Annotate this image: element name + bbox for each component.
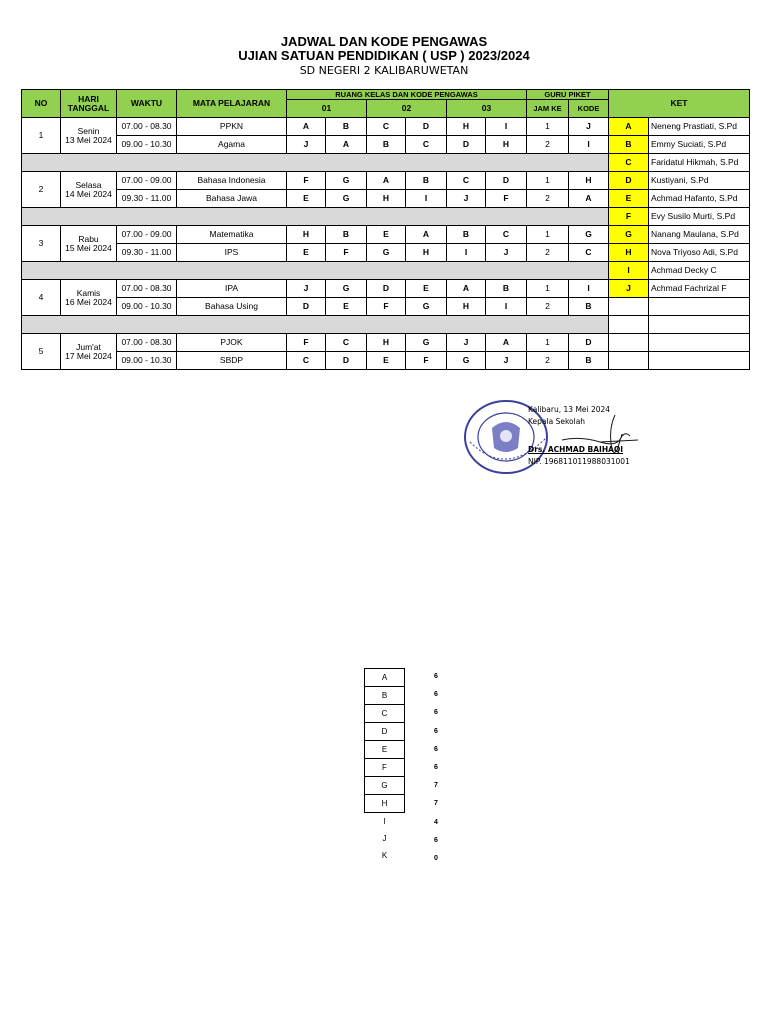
day-hari-tanggal [61,226,117,262]
room-code: D [447,136,486,154]
session-waktu: 09.30 - 11.00 [117,244,177,262]
signature-block [528,404,630,468]
header-room-02: 02 [367,100,447,118]
tally-code: B [365,687,405,705]
day-hari: Selasa [75,179,102,190]
header-jam-ke: JAM KE [527,100,569,118]
ket-code: E [609,190,649,208]
ket-empty [649,352,750,370]
separator-fill [22,262,609,280]
room-code: G [326,190,367,208]
tally-code: D [365,723,405,741]
room-code: H [447,118,486,136]
room-code: I [447,244,486,262]
room-code: A [447,280,486,298]
tally-counts [434,668,438,868]
day-tanggal: 14 Mei 2024 [65,188,112,199]
jam-ke: 2 [527,298,569,316]
ket-code: B [609,136,649,154]
room-code: F [326,244,367,262]
table-row [22,334,750,352]
ket-name: Neneng Prastiati, S.Pd [649,118,750,136]
day-no: 5 [22,334,61,370]
session-mapel: Agama [177,136,287,154]
jam-ke: 1 [527,226,569,244]
ket-name: Nanang Maulana, S.Pd [649,226,750,244]
signature-place-date: Kalibaru, 13 Mei 2024 [528,405,611,414]
header-ruang: RUANG KELAS DAN KODE PENGAWAS [287,90,527,100]
ket-name: Nova Triyoso Adi, S.Pd [649,244,750,262]
room-code: A [367,172,406,190]
room-code: C [367,118,406,136]
day-tanggal: 16 Mei 2024 [65,296,112,307]
room-code: E [287,190,326,208]
room-code: G [447,352,486,370]
room-code: A [326,136,367,154]
room-code: F [486,190,527,208]
room-code: H [406,244,447,262]
tally-count: 6 [434,763,438,771]
header-room-01: 01 [287,100,367,118]
room-code: D [367,280,406,298]
room-code: E [367,226,406,244]
tally-code: C [365,705,405,723]
header-hari-tanggal [61,90,117,118]
code-list [364,668,405,864]
signature-role: Kepala Sekolah [528,417,586,426]
day-no: 4 [22,280,61,316]
tally-code: J [382,834,387,843]
room-code: G [326,280,367,298]
signature-nip: NIP. 196811011988031001 [528,457,630,466]
room-code: J [287,136,326,154]
ket-name: Emmy Suciati, S.Pd [649,136,750,154]
ket-empty [609,316,649,334]
tally-count: 7 [434,800,438,808]
jam-ke: 2 [527,352,569,370]
session-mapel: IPA [177,280,287,298]
tally-count: 0 [434,854,438,862]
tally-count: 6 [434,709,438,717]
session-waktu: 07.00 - 08.30 [117,334,177,352]
session-waktu: 07.00 - 08.30 [117,280,177,298]
session-waktu: 09.00 - 10.30 [117,352,177,370]
piket-kode: B [569,352,609,370]
table-row [22,226,750,244]
room-code: J [486,244,527,262]
day-hari: Rabu [78,233,99,244]
room-code: H [447,298,486,316]
room-code: I [406,190,447,208]
tally-count: 7 [434,782,438,790]
table-row [22,136,750,154]
ket-code: J [609,280,649,298]
separator-fill [22,208,609,226]
ket-code: A [609,118,649,136]
session-mapel: Bahasa Jawa [177,190,287,208]
header-hari: HARI [78,93,99,104]
room-code: C [326,334,367,352]
piket-kode: C [569,244,609,262]
table-row [22,190,750,208]
room-code: B [367,136,406,154]
room-code: H [287,226,326,244]
session-waktu: 09.00 - 10.30 [117,136,177,154]
tally-count: 6 [434,673,438,680]
ket-code: G [609,226,649,244]
table-row [22,280,750,298]
tally-code: I [383,817,386,826]
tally-code: G [365,777,405,795]
room-code: B [447,226,486,244]
day-hari-tanggal [61,118,117,154]
room-code: F [406,352,447,370]
piket-kode: D [569,334,609,352]
room-code: E [406,280,447,298]
table-row [22,352,750,370]
day-no: 3 [22,226,61,262]
session-waktu: 07.00 - 09.00 [117,226,177,244]
piket-kode: A [569,190,609,208]
ket-name: Faridatul Hikmah, S.Pd [649,154,750,172]
room-code: C [447,172,486,190]
ket-empty [609,334,649,352]
header-room-03: 03 [447,100,527,118]
ket-empty [649,316,750,334]
header-tanggal: TANGGAL [67,102,110,113]
room-code: J [287,280,326,298]
page-subtitle: UJIAN SATUAN PENDIDIKAN ( USP ) 2023/2024 [238,48,530,63]
ket-code: D [609,172,649,190]
header-no: NO [22,90,61,118]
tally-count: 6 [434,836,438,844]
room-code: A [486,334,527,352]
session-mapel: Matematika [177,226,287,244]
session-mapel: PPKN [177,118,287,136]
session-mapel: Bahasa Using [177,298,287,316]
page-title: JADWAL DAN KODE PENGAWAS [280,34,488,49]
room-code: J [447,190,486,208]
ket-code: I [609,262,649,280]
piket-kode: J [569,118,609,136]
ket-code: F [609,208,649,226]
separator-row [22,316,750,334]
room-code: C [486,226,527,244]
table-row [22,172,750,190]
ket-empty [609,298,649,316]
day-hari-tanggal [61,172,117,208]
room-code: C [406,136,447,154]
room-code: I [486,118,527,136]
tally-code: K [381,851,388,860]
day-hari: Senin [77,125,100,136]
signature-name: Drs. ACHMAD BAIHAQI [528,445,624,454]
table-row [22,118,750,136]
header-guru-piket: GURU PIKET [527,90,609,100]
room-code: D [287,298,326,316]
day-no: 2 [22,172,61,208]
day-tanggal: 17 Mei 2024 [65,350,112,361]
tally-code: H [365,795,405,813]
room-code: G [406,334,447,352]
tally-count: 6 [434,691,438,699]
room-code: J [486,352,527,370]
piket-kode: I [569,280,609,298]
ket-code: C [609,154,649,172]
room-code: B [326,226,367,244]
room-code: A [287,118,326,136]
tally-count: 6 [434,727,438,735]
ket-empty [609,352,649,370]
header-mapel: MATA PELAJARAN [177,90,287,118]
room-code: E [287,244,326,262]
piket-kode: B [569,298,609,316]
room-code: I [486,298,527,316]
tally-count: 4 [434,818,438,826]
room-code: G [326,172,367,190]
piket-kode: H [569,172,609,190]
room-code: B [326,118,367,136]
session-mapel: Bahasa Indonesia [177,172,287,190]
day-tanggal: 13 Mei 2024 [65,134,112,145]
session-mapel: PJOK [177,334,287,352]
jam-ke: 1 [527,280,569,298]
ket-empty [649,298,750,316]
room-code: E [326,298,367,316]
day-hari-tanggal [61,280,117,316]
session-mapel: SBDP [177,352,287,370]
day-tanggal: 15 Mei 2024 [65,242,112,253]
session-waktu: 07.00 - 08.30 [117,118,177,136]
room-code: G [367,244,406,262]
piket-kode: I [569,136,609,154]
tally-code: F [365,759,405,777]
separator-row [22,262,750,280]
jam-ke: 2 [527,244,569,262]
tally-count: 6 [434,745,438,753]
piket-kode: G [569,226,609,244]
room-code: H [367,190,406,208]
ket-name: Kustiyani, S.Pd [649,172,750,190]
separator-row [22,208,750,226]
header-waktu: WAKTU [117,90,177,118]
room-code: F [367,298,406,316]
table-row [22,298,750,316]
room-code: G [406,298,447,316]
schedule-table [21,89,750,370]
table-row [22,244,750,262]
ket-name: Achmad Hafanto, S.Pd [649,190,750,208]
jam-ke: 2 [527,136,569,154]
room-code: B [486,280,527,298]
day-hari: Kamis [76,287,101,298]
tally-code: E [365,741,405,759]
jam-ke: 1 [527,172,569,190]
ket-empty [649,334,750,352]
header-ket: KET [609,90,750,118]
room-code: B [406,172,447,190]
room-code: D [326,352,367,370]
session-mapel: IPS [177,244,287,262]
jam-ke: 2 [527,190,569,208]
separator-row [22,154,750,172]
jam-ke: 1 [527,334,569,352]
separator-fill [22,316,609,334]
separator-fill [22,154,609,172]
ket-code: H [609,244,649,262]
header-kode: KODE [569,100,609,118]
tally-code: A [365,669,405,687]
day-hari: Jum'at [76,341,101,352]
ket-name: Evy Susilo Murti, S.Pd [649,208,750,226]
room-code: F [287,334,326,352]
room-code: A [406,226,447,244]
room-code: C [287,352,326,370]
session-waktu: 09.30 - 11.00 [117,190,177,208]
day-no: 1 [22,118,61,154]
ket-name: Achmad Fachrizal F [649,280,750,298]
day-hari-tanggal [61,334,117,370]
room-code: J [447,334,486,352]
session-waktu: 09.00 - 10.30 [117,298,177,316]
jam-ke: 1 [527,118,569,136]
session-waktu: 07.00 - 09.00 [117,172,177,190]
room-code: H [367,334,406,352]
ket-name: Achmad Decky C [649,262,750,280]
school-name: SD NEGERI 2 KALIBARUWETAN [299,64,469,77]
room-code: D [486,172,527,190]
room-code: D [406,118,447,136]
room-code: E [367,352,406,370]
room-code: F [287,172,326,190]
room-code: H [486,136,527,154]
